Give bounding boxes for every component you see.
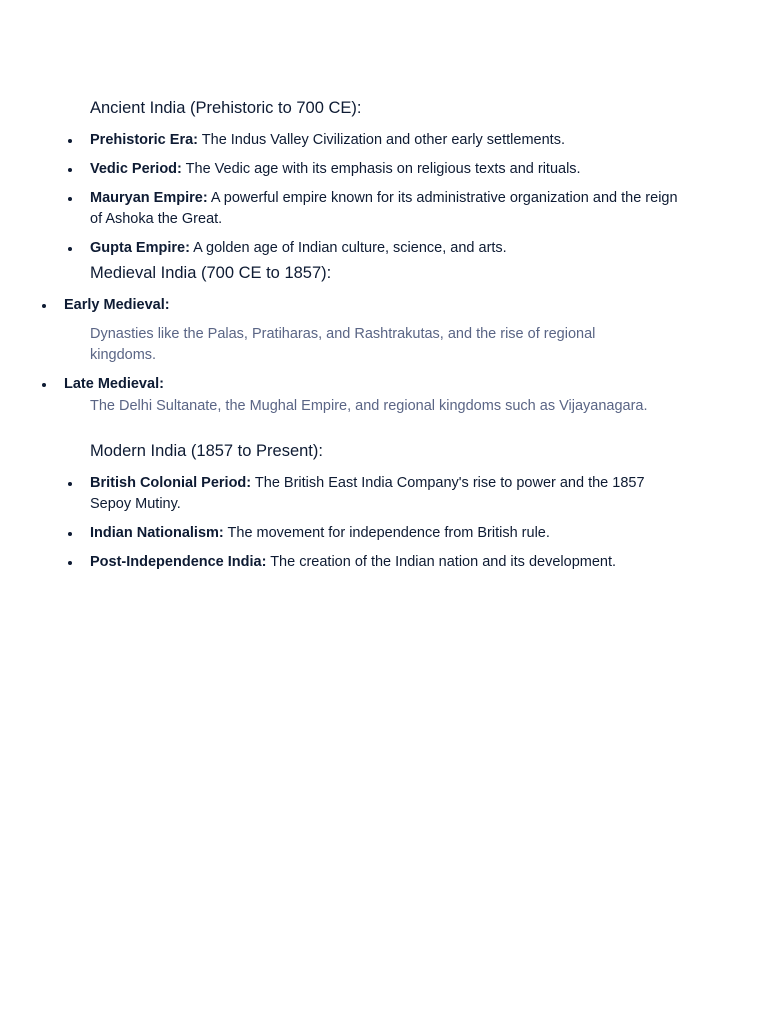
item-term: British Colonial Period: xyxy=(90,475,252,491)
item-term: Mauryan Empire: xyxy=(90,190,208,206)
medieval-india-heading: Medieval India (700 CE to 1857): xyxy=(90,264,332,282)
list-item xyxy=(64,374,684,395)
list-item xyxy=(90,473,680,515)
medieval-india-list xyxy=(64,295,684,316)
item-term: Indian Nationalism: xyxy=(90,525,224,541)
item-term: Post-Independence India: xyxy=(90,554,267,570)
item-term: Gupta Empire: xyxy=(90,240,190,256)
ancient-india-list xyxy=(90,130,680,259)
medieval-india-list-late xyxy=(64,374,684,395)
ancient-india-heading: Ancient India (Prehistoric to 700 CE): xyxy=(90,99,362,117)
modern-india-list xyxy=(90,473,680,573)
item-description: The Delhi Sultanate, the Mughal Empire, and regional kingdoms such as Vijayanagara. xyxy=(90,398,648,414)
item-text: The British East India Company's rise to power and the 1857 Sepoy Mutiny. xyxy=(90,475,645,512)
item-text: The creation of the Indian nation and its development. xyxy=(266,554,617,570)
item-text: The Vedic age with its emphasis on religious texts and rituals. xyxy=(181,161,581,177)
item-text: The Indus Valley Civilization and other early settlements. xyxy=(198,132,565,148)
item-term: Late Medieval: xyxy=(64,376,164,392)
list-item xyxy=(90,238,680,259)
item-description: Dynasties like the Palas, Pratiharas, and Rashtrakutas, and the rise of regional kingdoms. xyxy=(90,326,596,363)
list-item xyxy=(64,295,684,316)
item-text: The movement for independence from British rule. xyxy=(223,525,550,541)
list-item xyxy=(90,552,680,573)
item-term: Early Medieval: xyxy=(64,297,170,313)
list-item xyxy=(90,130,680,151)
item-text: A powerful empire known for its administrative organization and the reign of Ashoka the Great. xyxy=(90,190,678,227)
item-term: Prehistoric Era: xyxy=(90,132,198,148)
list-item xyxy=(90,159,680,180)
list-item xyxy=(90,523,680,544)
modern-india-heading: Modern India (1857 to Present): xyxy=(90,442,323,460)
item-text: A golden age of Indian culture, science, and arts. xyxy=(189,240,507,256)
item-term: Vedic Period: xyxy=(90,161,182,177)
list-item xyxy=(90,188,680,230)
